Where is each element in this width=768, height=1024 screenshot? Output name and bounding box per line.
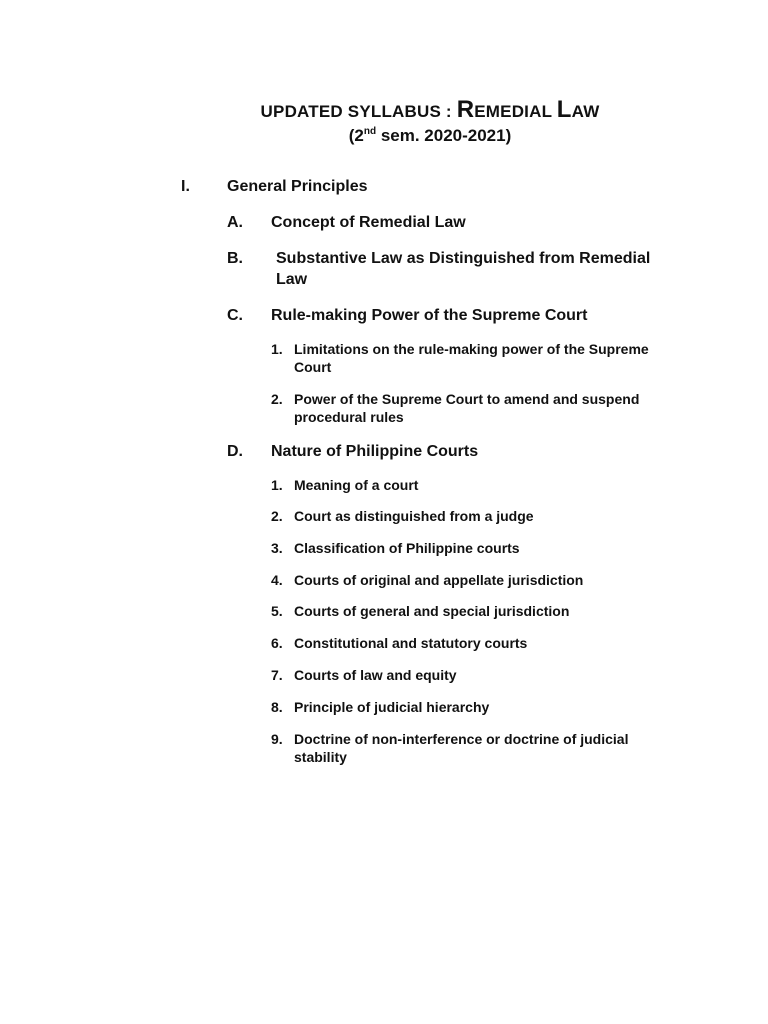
list-item (271, 507, 691, 527)
item-text: Nature of Philippine Courts (271, 443, 479, 460)
item-text: Rule-making Power of the Supreme Court (271, 307, 588, 324)
list-text-line1: Courts of general and special jurisdiction (294, 603, 570, 619)
section-heading (181, 176, 581, 198)
item-letter: B. (227, 250, 243, 267)
item-a (227, 212, 707, 234)
list-item (271, 539, 691, 559)
list-item (271, 602, 691, 622)
list-item (271, 634, 691, 654)
list-text-line1: Principle of judicial hierarchy (294, 699, 490, 715)
list-number: 5. (271, 603, 283, 619)
list-number: 1. (271, 477, 283, 493)
document-subtitle (0, 126, 768, 146)
list-number: 1. (271, 341, 283, 357)
list-number: 9. (271, 731, 283, 747)
list-item (271, 390, 691, 428)
title-r-capital: R (456, 96, 475, 123)
list-text-line1: Court as distinguished from a judge (294, 508, 534, 524)
list-number: 8. (271, 699, 283, 715)
item-text-line2: Law (276, 271, 308, 288)
list-text-line1: Power of the Supreme Court to amend and suspend (294, 391, 640, 407)
document-title (0, 96, 768, 124)
list-item (271, 340, 691, 378)
list-text-line1: Classification of Philippine courts (294, 540, 520, 556)
subtitle-open: (2 (348, 126, 364, 145)
title-l-capital: L (556, 96, 572, 123)
item-letter: C. (227, 307, 243, 324)
item-text-line1: Substantive Law as Distinguished from Remedial (276, 250, 651, 267)
list-number: 4. (271, 572, 283, 588)
title-prefix: UPDATED SYLLABUS : (260, 102, 457, 121)
item-d (227, 441, 707, 463)
section-title: General Principles (227, 178, 368, 195)
item-letter: A. (227, 214, 243, 231)
list-text-line1: Limitations on the rule-making power of the Supreme (294, 341, 649, 357)
list-item (271, 571, 691, 591)
item-c (227, 305, 707, 327)
subtitle-rest: sem. 2020-2021) (376, 126, 512, 145)
list-text-line1: Constitutional and statutory courts (294, 635, 528, 651)
subtitle-superscript: nd (363, 126, 377, 137)
title-r-rest: EMEDIAL (474, 102, 557, 121)
list-text-line1: Courts of law and equity (294, 667, 457, 683)
list-number: 2. (271, 508, 283, 524)
list-item (271, 730, 691, 768)
list-text-line2: procedural rules (294, 409, 404, 425)
item-b (227, 248, 707, 292)
list-item (271, 476, 691, 496)
list-text-line1: Courts of original and appellate jurisdiction (294, 572, 584, 588)
list-text-line1: Doctrine of non-interference or doctrine of judicial (294, 731, 629, 747)
list-text-line1: Meaning of a court (294, 477, 419, 493)
title-l-rest: AW (571, 102, 600, 121)
list-text-line2: Court (294, 359, 332, 375)
list-number: 2. (271, 391, 283, 407)
list-number: 7. (271, 667, 283, 683)
list-item (271, 698, 691, 718)
item-letter: D. (227, 443, 243, 460)
list-number: 3. (271, 540, 283, 556)
section-numeral: I. (181, 178, 190, 195)
list-number: 6. (271, 635, 283, 651)
item-text: Concept of Remedial Law (271, 214, 466, 231)
list-item (271, 666, 691, 686)
list-text-line2: stability (294, 749, 347, 765)
